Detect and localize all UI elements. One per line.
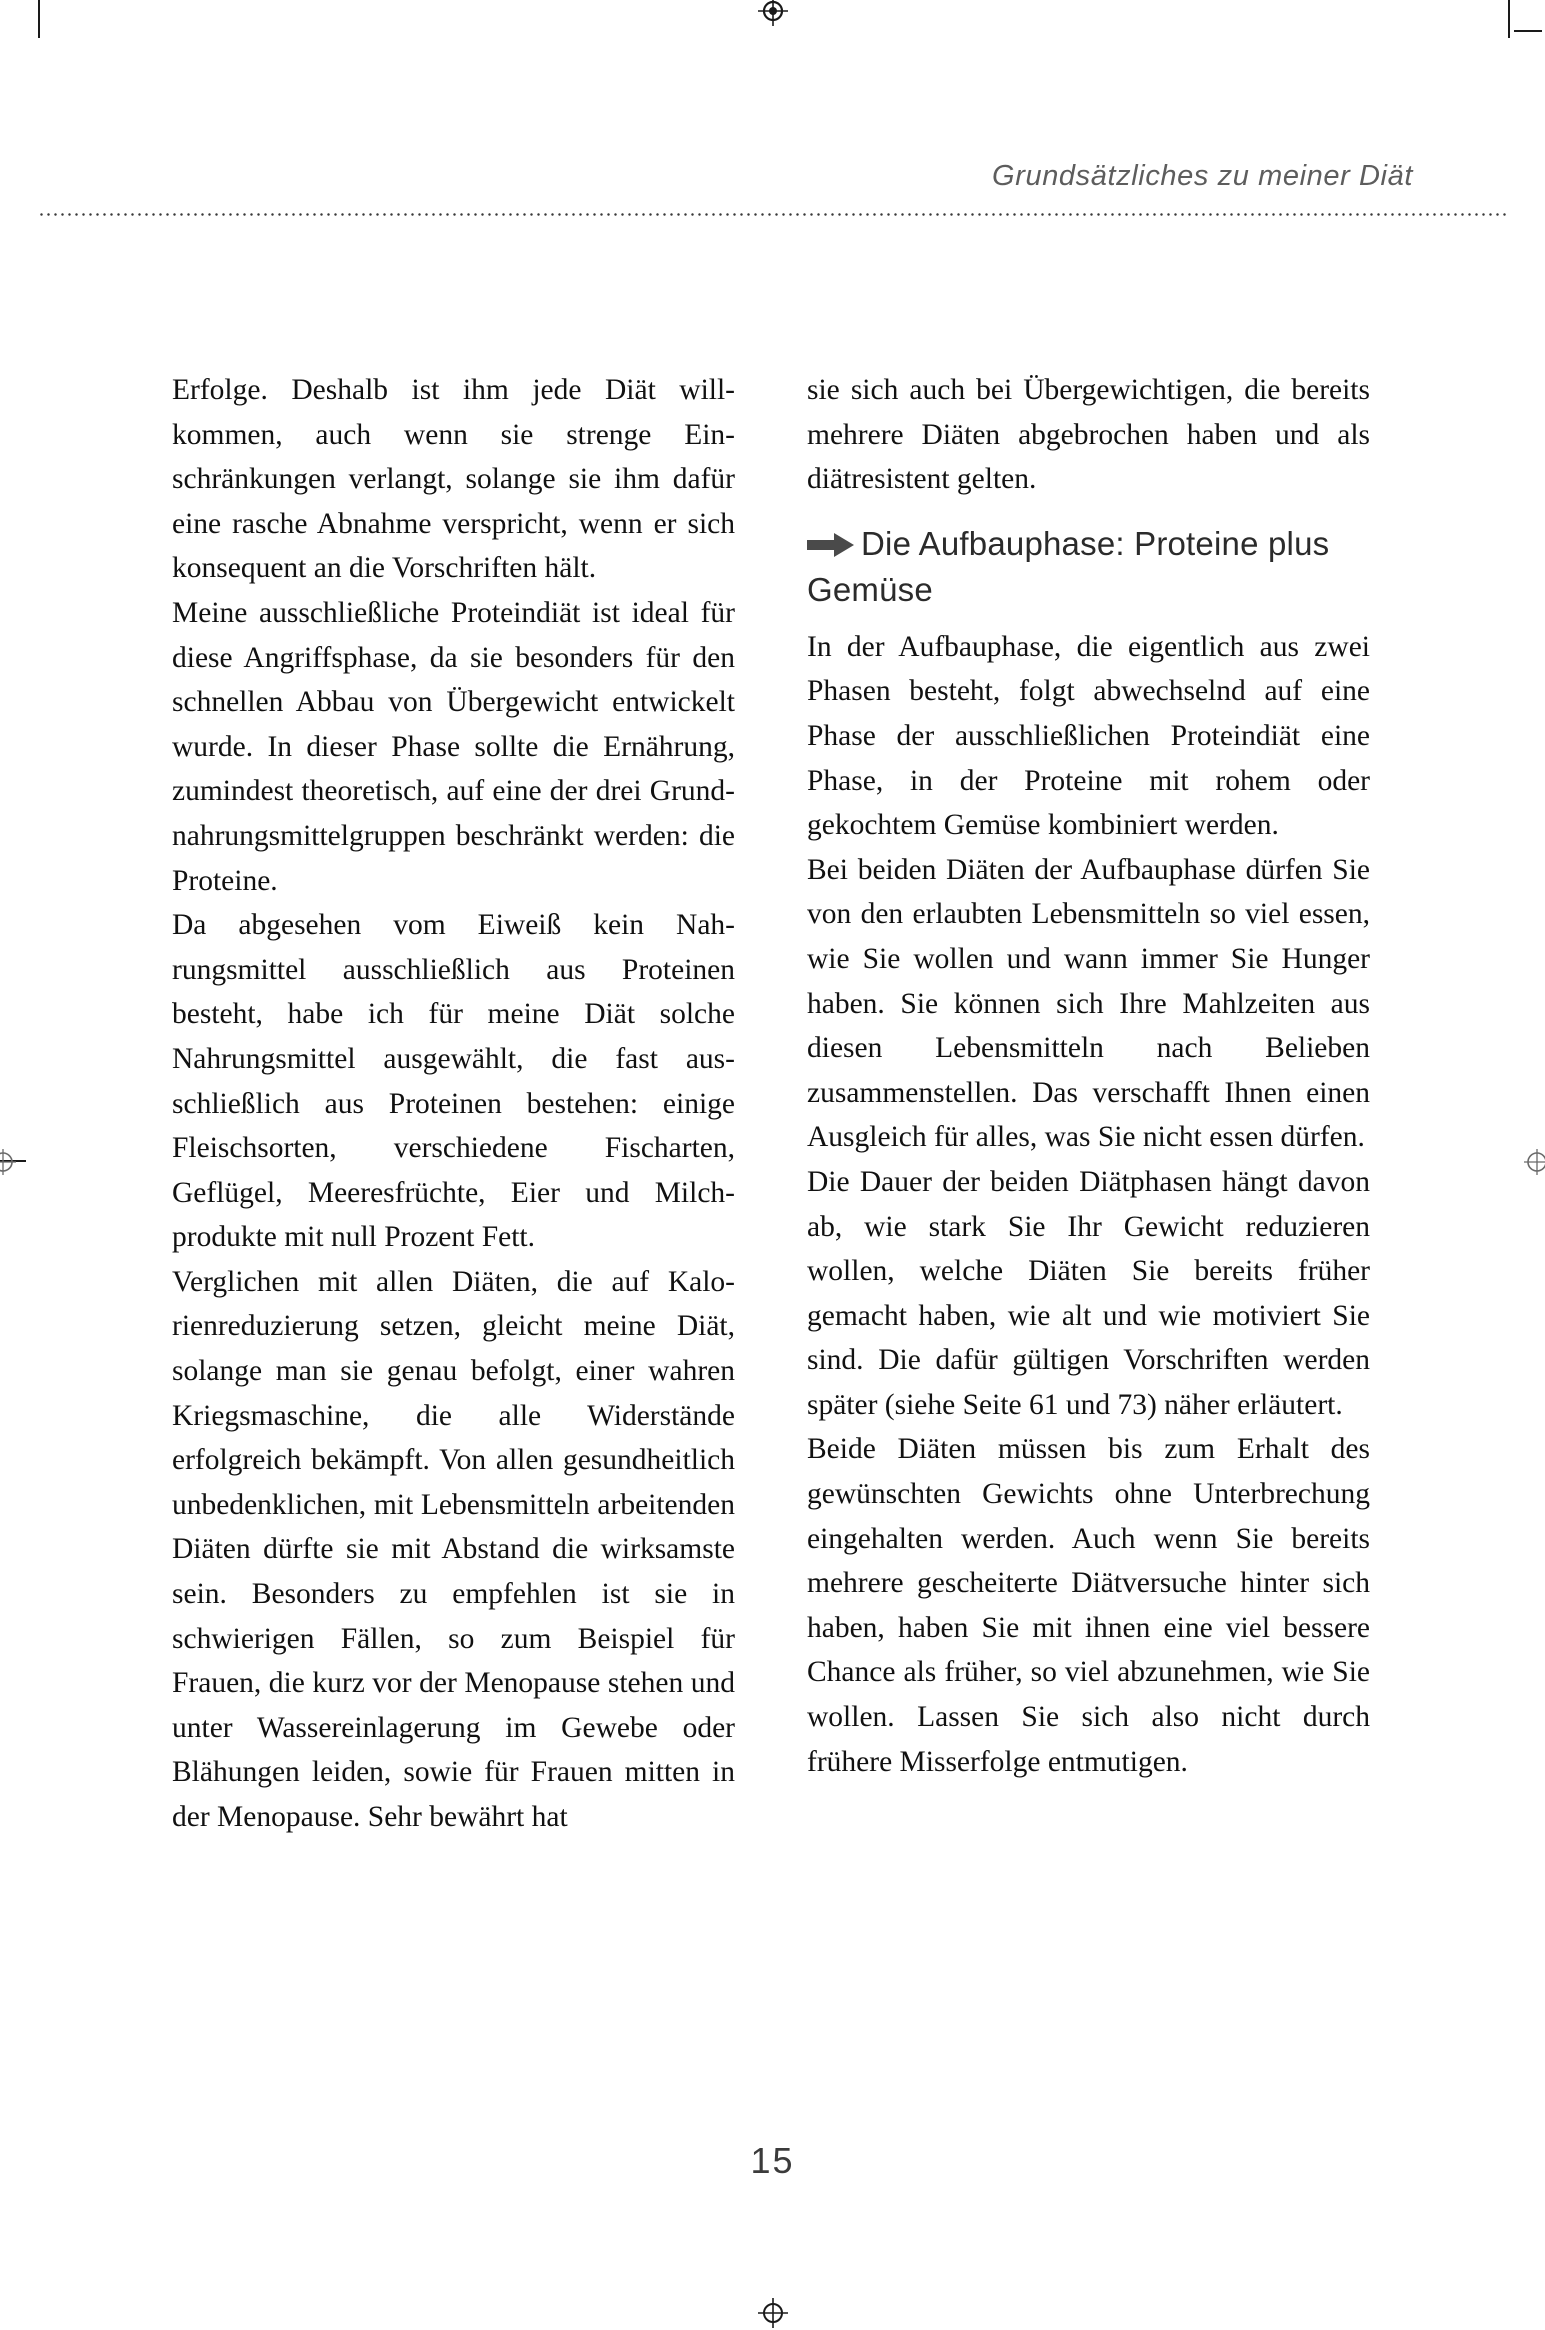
registration-mark-icon (1520, 1145, 1545, 1179)
registration-mark-icon (756, 0, 790, 28)
crop-mark-top-right (1508, 0, 1510, 38)
crop-mark-top-left (38, 0, 40, 38)
running-head: Grundsätzliches zu meiner Diät (992, 160, 1413, 192)
paragraph: Erfolge. Deshalb ist ihm jede Diät willkommen, auch wenn sie strenge Einschränkungen verlangt, solange sie ihm dafür eine rasche Abnahme verspricht, wenn er sich konsequent an die Vorschriften hält. (172, 374, 735, 585)
right-arrow-icon (807, 532, 855, 558)
registration-mark-icon (0, 1145, 20, 1179)
page-number: 15 (750, 2140, 795, 2181)
paragraph: Bei beiden Diäten der Aufbauphase dürfen Sie von den erlaubten Lebensmitteln so viel essen, wie Sie wollen und wann immer Sie Hunger haben. Sie können sich Ihre Mahlzeiten aus diesen Lebensmitteln nach Belieben zusammenstellen. Das verschafft Ihnen einen Ausgleich für alles, was Sie nicht essen dürfen. (807, 853, 1370, 1154)
paragraph: In der Aufbauphase, die eigentlich aus zwei Phasen besteht, folgt abwechselnd auf eine Phase der ausschließlichen Proteindiät eine Phase, in der Proteine mit rohem oder gekochtem Gemüse kombiniert werden. (807, 630, 1370, 842)
left-column (172, 368, 735, 1840)
paragraph: Beide Diäten müssen bis zum Erhalt des gewünschten Gewichts ohne Unterbrechung eingehalten werden. Auch wenn Sie bereits mehrere gescheiterte Diätversuche hinter sich haben, haben Sie mit ihnen eine viel bessere Chance als früher, so viel abzunehmen, wie Sie wollen. Lassen Sie sich also nicht durch frühere Misserfolge entmutigen. (807, 1433, 1370, 1778)
paragraph: sie sich auch bei Übergewichtigen, die bereits mehrere Diäten abgebrochen haben und als diätresistent gelten. (807, 374, 1370, 496)
section-heading-label: Die Aufbauphase: Proteine plus Gemüse (807, 524, 1330, 608)
text-body (172, 368, 1370, 1840)
paragraph: Meine ausschließliche Proteindiät ist ideal für diese Angriffsphase, da sie besonders für den schnellen Abbau von Übergewicht entwickelt wurde. In dieser Phase sollte die Ernährung, zumindest theoretisch, auf eine der drei Grundnahrungsmittelgruppen beschränkt werden: die Proteine. (172, 596, 735, 897)
section-heading (807, 521, 1370, 613)
crop-mark-top-right-horizontal (1514, 30, 1542, 32)
paragraph: Verglichen mit allen Diäten, die auf Kalorienreduzierung setzen, gleicht meine Diät, solange man sie genau befolgt, einer wahren Kriegsmaschine, die alle Widerstände erfolgreich bekämpft. Von allen gesundheitlich unbedenklichen, mit Lebensmitteln arbeitenden Diäten dürfte sie mit Abstand die wirksamste sein. Besonders zu empfehlen ist sie in schwierigen Fällen, so zum Beispiel für Frauen, die kurz vor der Menopause stehen und unter Wassereinlagerung im Gewebe oder Blähungen leiden, sowie für Frauen mitten in der Menopause. Sehr bewährt hat (172, 1265, 735, 1833)
paragraph: Die Dauer der beiden Diätphasen hängt davon ab, wie stark Sie Ihr Gewicht reduzieren wollen, welche Diäten Sie bereits früher gemacht haben, wie alt und wie motiviert Sie sind. Die dafür gültigen Vorschriften werden später (siehe Seite 61 und 73) näher erläutert. (807, 1165, 1370, 1421)
registration-mark-icon (756, 2296, 790, 2330)
right-column (807, 368, 1370, 1840)
header-dotted-rule (38, 213, 1509, 216)
paragraph: Da abgesehen vom Eiweiß kein Nahrungsmittel ausschließlich aus Proteinen besteht, habe ich für meine Diät solche Nahrungsmittel ausgewählt, die fast ausschließlich aus Proteinen bestehen: einige Fleischsorten, verschiedene Fischarten, Geflügel, Meeresfrüchte, Eier und Milchprodukte mit null Prozent Fett. (172, 909, 735, 1254)
